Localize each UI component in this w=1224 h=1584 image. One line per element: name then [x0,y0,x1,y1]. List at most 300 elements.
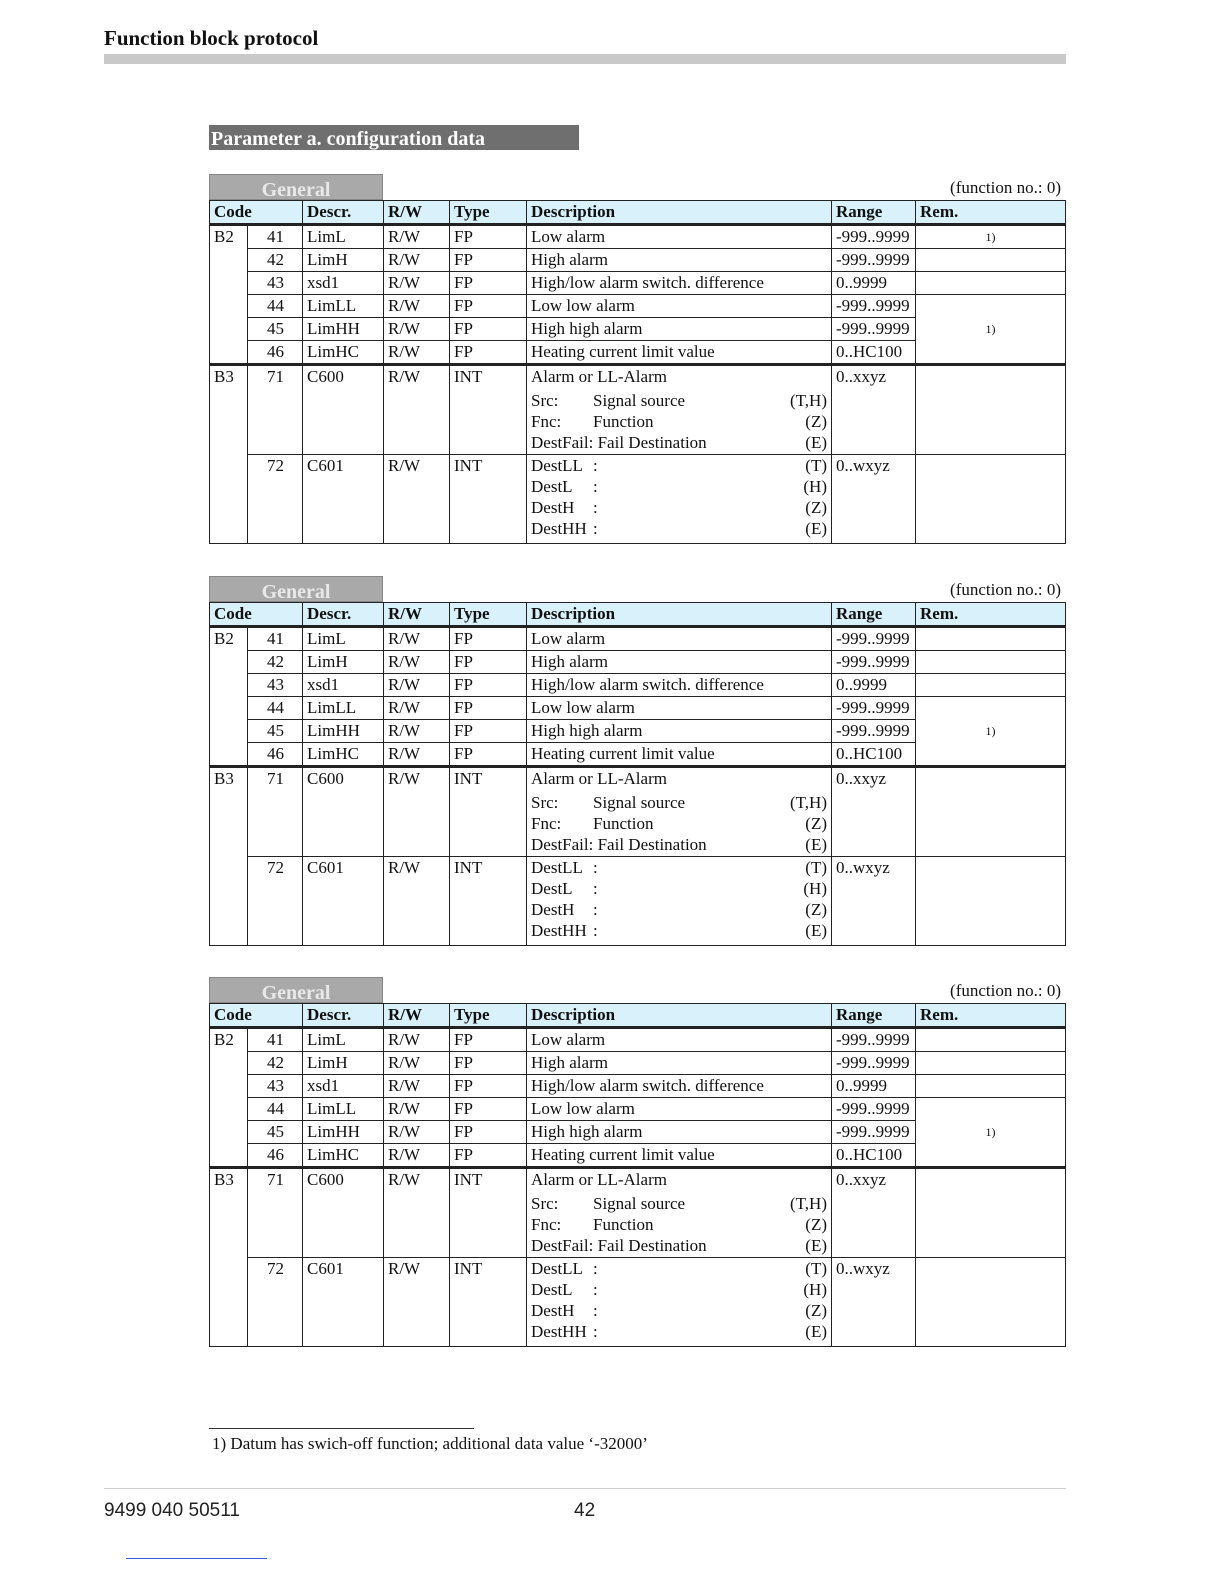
param-no: 42 [248,1052,303,1075]
c600-line-label: Signal source [593,1194,686,1213]
param-description: Heating current limit value [527,341,832,365]
param-range: 0..xxyz [832,365,916,455]
param-rw: R/W [384,295,450,318]
param-type: FP [450,1121,527,1144]
param-range: -999..9999 [832,720,916,743]
table-row [210,225,1066,249]
c601-line-key: DestLL [531,1259,583,1278]
param-no: 41 [248,627,303,651]
param-range: 0..9999 [832,674,916,697]
param-description: High alarm [527,1052,832,1075]
c600-line-digit: (T,H) [790,391,827,410]
param-rw: R/W [384,365,450,455]
c600-line-key: DestFail: [531,433,594,452]
param-description: High/low alarm switch. difference [527,674,832,697]
param-no: 72 [248,455,303,544]
general-tab: General [209,576,383,602]
c600-line [531,411,827,432]
c600-line-label: Fail Destination [597,433,707,452]
c600-line [531,1214,827,1235]
param-no: 46 [248,341,303,365]
footer-rule [104,1488,1066,1489]
param-remark [916,1028,1066,1052]
c601-line [531,899,827,920]
table-row [210,1075,1066,1098]
param-rw: R/W [384,697,450,720]
col-range: Range [832,1004,916,1028]
col-rem: Rem. [916,603,1066,627]
c600-line-digit: (E) [805,433,827,452]
param-descr: C600 [303,1168,384,1258]
param-type: INT [450,857,527,946]
table-row [210,455,1066,544]
param-remark [916,651,1066,674]
param-description: High/low alarm switch. difference [527,272,832,295]
c601-line [531,1279,827,1300]
c600-line [531,834,827,855]
param-description [527,767,832,857]
c601-line-digit: (Z) [805,900,827,919]
param-descr: LimLL [303,1098,384,1121]
table-row [210,1258,1066,1347]
param-no: 42 [248,651,303,674]
param-no: 41 [248,225,303,249]
link-underline [126,1558,267,1559]
col-description: Description [527,201,832,225]
param-type: FP [450,272,527,295]
c601-line [531,455,827,476]
param-descr: xsd1 [303,272,384,295]
param-range: 0..9999 [832,1075,916,1098]
param-range: 0..wxyz [832,857,916,946]
c601-line [531,497,827,518]
col-type: Type [450,1004,527,1028]
param-rw: R/W [384,767,450,857]
param-remark [916,627,1066,651]
param-type: INT [450,1258,527,1347]
param-rw: R/W [384,225,450,249]
c601-line-key: DestH [531,1301,575,1320]
table-header-row [210,603,1066,627]
param-type: FP [450,1028,527,1052]
param-no: 72 [248,1258,303,1347]
table-row [210,1098,1066,1121]
code-b2: B2 [210,627,248,767]
c601-line-sep: : [593,519,598,538]
table-row [210,627,1066,651]
c600-line-key: DestFail: [531,835,594,854]
param-type: FP [450,651,527,674]
c600-line [531,390,827,411]
c601-line-digit: (H) [803,477,827,496]
param-remark [916,249,1066,272]
param-description [527,1258,832,1347]
param-type: FP [450,318,527,341]
param-no: 43 [248,1075,303,1098]
c600-line [531,432,827,453]
param-type: FP [450,674,527,697]
param-range: 0..wxyz [832,1258,916,1347]
c601-line [531,518,827,539]
col-type: Type [450,201,527,225]
param-descr: LimH [303,651,384,674]
table-row [210,272,1066,295]
param-no: 46 [248,743,303,767]
param-rw: R/W [384,1028,450,1052]
c600-line [531,1235,827,1256]
c600-line-label: Signal source [593,793,686,812]
param-description: Low alarm [527,627,832,651]
param-type: FP [450,295,527,318]
param-rw: R/W [384,455,450,544]
param-range: -999..9999 [832,225,916,249]
section-title: Parameter a. configuration data [209,125,579,150]
parameter-table [209,1003,1066,1347]
table-row [210,674,1066,697]
page-header-title: Function block protocol [104,26,319,50]
c600-line-key: Src: [531,793,559,812]
param-descr: C601 [303,1258,384,1347]
c600-line-key: Src: [531,391,559,410]
c600-line-key: Fnc: [531,412,562,431]
param-range: 0..wxyz [832,455,916,544]
c601-line-key: DestHH [531,519,587,538]
param-type: FP [450,1075,527,1098]
c600-line [531,1193,827,1214]
document-number: 9499 040 50511 [104,1500,240,1521]
param-remark: 1) [916,295,1066,365]
param-remark [916,455,1066,544]
param-description: High high alarm [527,318,832,341]
code-b3: B3 [210,767,248,946]
param-rw: R/W [384,272,450,295]
param-description: High/low alarm switch. difference [527,1075,832,1098]
param-remark: 1) [916,1098,1066,1168]
c601-line-sep: : [593,1259,598,1278]
c601-line [531,476,827,497]
col-rem: Rem. [916,201,1066,225]
param-description: Heating current limit value [527,743,832,767]
param-range: 0..9999 [832,272,916,295]
c600-line-label: Function [593,814,654,833]
c601-line-sep: : [593,858,598,877]
c601-line-key: DestH [531,498,575,517]
col-type: Type [450,603,527,627]
c600-line-key: Src: [531,1194,559,1213]
param-remark [916,1052,1066,1075]
col-code: Code [210,603,303,627]
c600-line-digit: (T,H) [790,1194,827,1213]
param-type: FP [450,1144,527,1168]
param-range: -999..9999 [832,249,916,272]
general-tab: General [209,977,383,1003]
param-type: INT [450,365,527,455]
c601-line-sep: : [593,477,598,496]
param-rw: R/W [384,1052,450,1075]
c600-line-key: Fnc: [531,814,562,833]
c601-line-sep: : [593,498,598,517]
param-type: FP [450,743,527,767]
param-remark [916,1258,1066,1347]
param-descr: LimHC [303,1144,384,1168]
code-b2: B2 [210,225,248,365]
param-no: 44 [248,697,303,720]
param-descr: C600 [303,365,384,455]
param-remark [916,272,1066,295]
general-tab: General [209,174,383,200]
page-number: 42 [574,1500,596,1521]
param-type: INT [450,455,527,544]
param-no: 45 [248,1121,303,1144]
param-range: -999..9999 [832,1028,916,1052]
c601-line-key: DestL [531,879,573,898]
c600-title: Alarm or LL-Alarm [531,367,667,386]
col-description: Description [527,1004,832,1028]
param-description: Low alarm [527,225,832,249]
c600-line [531,792,827,813]
c601-line-sep: : [593,879,598,898]
param-type: FP [450,225,527,249]
c601-line-key: DestL [531,1280,573,1299]
table-row [210,767,1066,857]
param-type: FP [450,341,527,365]
col-description: Description [527,603,832,627]
param-rw: R/W [384,318,450,341]
param-range: -999..9999 [832,627,916,651]
col-range: Range [832,603,916,627]
table-row [210,1028,1066,1052]
param-remark [916,1075,1066,1098]
col-descr: Descr. [303,201,384,225]
c601-line [531,878,827,899]
param-description: Low low alarm [527,295,832,318]
param-rw: R/W [384,249,450,272]
param-type: FP [450,1098,527,1121]
function-number: (function no.: 0) [950,981,1061,1000]
param-descr: LimL [303,225,384,249]
col-range: Range [832,201,916,225]
param-rw: R/W [384,1075,450,1098]
c601-line-key: DestL [531,477,573,496]
param-rw: R/W [384,674,450,697]
param-type: FP [450,627,527,651]
c600-line-key: Fnc: [531,1215,562,1234]
table-row [210,295,1066,318]
param-range: -999..9999 [832,1098,916,1121]
param-descr: LimHH [303,720,384,743]
param-no: 42 [248,249,303,272]
c601-line-digit: (Z) [805,1301,827,1320]
c601-line-sep: : [593,1301,598,1320]
c600-line-label: Signal source [593,391,686,410]
param-descr: LimLL [303,697,384,720]
param-rw: R/W [384,341,450,365]
param-descr: LimLL [303,295,384,318]
footnote: 1) Datum has swich-off function; additional data value ‘-32000’ [212,1434,648,1453]
param-type: INT [450,767,527,857]
function-number: (function no.: 0) [950,580,1061,599]
param-descr: LimL [303,1028,384,1052]
function-number: (function no.: 0) [950,178,1061,197]
param-remark [916,365,1066,455]
c601-line-digit: (T) [805,1259,827,1278]
c601-line-key: DestH [531,900,575,919]
param-descr: LimL [303,627,384,651]
param-range: -999..9999 [832,1121,916,1144]
param-type: FP [450,697,527,720]
param-remark [916,674,1066,697]
c601-line-sep: : [593,456,598,475]
param-no: 45 [248,318,303,341]
param-descr: LimHC [303,743,384,767]
param-range: -999..9999 [832,651,916,674]
c601-line [531,920,827,941]
param-description [527,1168,832,1258]
param-no: 71 [248,767,303,857]
param-range: 0..xxyz [832,767,916,857]
param-descr: LimH [303,1052,384,1075]
param-no: 41 [248,1028,303,1052]
param-description: High alarm [527,651,832,674]
param-descr: C601 [303,857,384,946]
param-rw: R/W [384,1258,450,1347]
table-header-row [210,1004,1066,1028]
param-range: 0..HC100 [832,1144,916,1168]
c601-line-sep: : [593,921,598,940]
c600-line-digit: (E) [805,835,827,854]
col-rw: R/W [384,1004,450,1028]
c601-line-digit: (H) [803,879,827,898]
param-descr: LimHH [303,318,384,341]
c601-line [531,857,827,878]
c600-line-label: Function [593,1215,654,1234]
param-rw: R/W [384,720,450,743]
param-description [527,455,832,544]
c601-line-key: DestHH [531,1322,587,1341]
param-rw: R/W [384,627,450,651]
col-rem: Rem. [916,1004,1066,1028]
table-row [210,697,1066,720]
col-rw: R/W [384,603,450,627]
table-row [210,857,1066,946]
c600-line-label: Fail Destination [597,835,707,854]
c600-line [531,813,827,834]
parameter-table [209,602,1066,946]
table-row [210,1052,1066,1075]
c600-line-digit: (Z) [805,412,827,431]
code-b3: B3 [210,1168,248,1347]
param-range: -999..9999 [832,1052,916,1075]
c600-line-label: Fail Destination [597,1236,707,1255]
col-code: Code [210,1004,303,1028]
param-type: FP [450,720,527,743]
c600-line-key: DestFail: [531,1236,594,1255]
param-type: FP [450,249,527,272]
parameter-table [209,200,1066,544]
param-no: 72 [248,857,303,946]
param-description [527,857,832,946]
param-description [527,365,832,455]
param-no: 46 [248,1144,303,1168]
param-no: 71 [248,1168,303,1258]
c601-line-digit: (T) [805,456,827,475]
param-no: 45 [248,720,303,743]
param-no: 43 [248,674,303,697]
param-range: -999..9999 [832,295,916,318]
col-code: Code [210,201,303,225]
param-rw: R/W [384,857,450,946]
c601-line-sep: : [593,900,598,919]
c601-line [531,1300,827,1321]
c601-line-key: DestHH [531,921,587,940]
param-descr: LimHH [303,1121,384,1144]
param-descr: LimH [303,249,384,272]
param-range: -999..9999 [832,697,916,720]
param-rw: R/W [384,1168,450,1258]
param-type: INT [450,1168,527,1258]
param-description: Low alarm [527,1028,832,1052]
param-type: FP [450,1052,527,1075]
param-description: High high alarm [527,1121,832,1144]
c601-line-digit: (Z) [805,498,827,517]
param-remark [916,767,1066,857]
param-range: 0..xxyz [832,1168,916,1258]
table-row [210,249,1066,272]
footnote-rule [209,1428,474,1429]
c601-line-digit: (H) [803,1280,827,1299]
c601-line [531,1258,827,1279]
param-description: Heating current limit value [527,1144,832,1168]
param-description: High alarm [527,249,832,272]
c601-line-digit: (E) [805,519,827,538]
c601-line-key: DestLL [531,456,583,475]
param-range: -999..9999 [832,318,916,341]
c601-line-digit: (E) [805,1322,827,1341]
param-range: 0..HC100 [832,341,916,365]
param-descr: C601 [303,455,384,544]
param-descr: C600 [303,767,384,857]
code-b2: B2 [210,1028,248,1168]
c601-line-sep: : [593,1280,598,1299]
c600-line-digit: (Z) [805,814,827,833]
c600-line-digit: (T,H) [790,793,827,812]
param-rw: R/W [384,651,450,674]
c601-line-digit: (E) [805,921,827,940]
col-descr: Descr. [303,1004,384,1028]
param-rw: R/W [384,1098,450,1121]
c601-line-digit: (T) [805,858,827,877]
c600-line-label: Function [593,412,654,431]
param-description: High high alarm [527,720,832,743]
param-descr: LimHC [303,341,384,365]
param-remark [916,1168,1066,1258]
c601-line-sep: : [593,1322,598,1341]
param-no: 43 [248,272,303,295]
param-description: Low low alarm [527,1098,832,1121]
c601-line [531,1321,827,1342]
param-remark: 1) [916,697,1066,767]
param-description: Low low alarm [527,697,832,720]
param-no: 71 [248,365,303,455]
c600-line-digit: (Z) [805,1215,827,1234]
header-bar [104,54,1066,64]
param-rw: R/W [384,1144,450,1168]
param-remark [916,857,1066,946]
table-row [210,651,1066,674]
param-no: 44 [248,295,303,318]
table-header-row [210,201,1066,225]
c600-line-digit: (E) [805,1236,827,1255]
